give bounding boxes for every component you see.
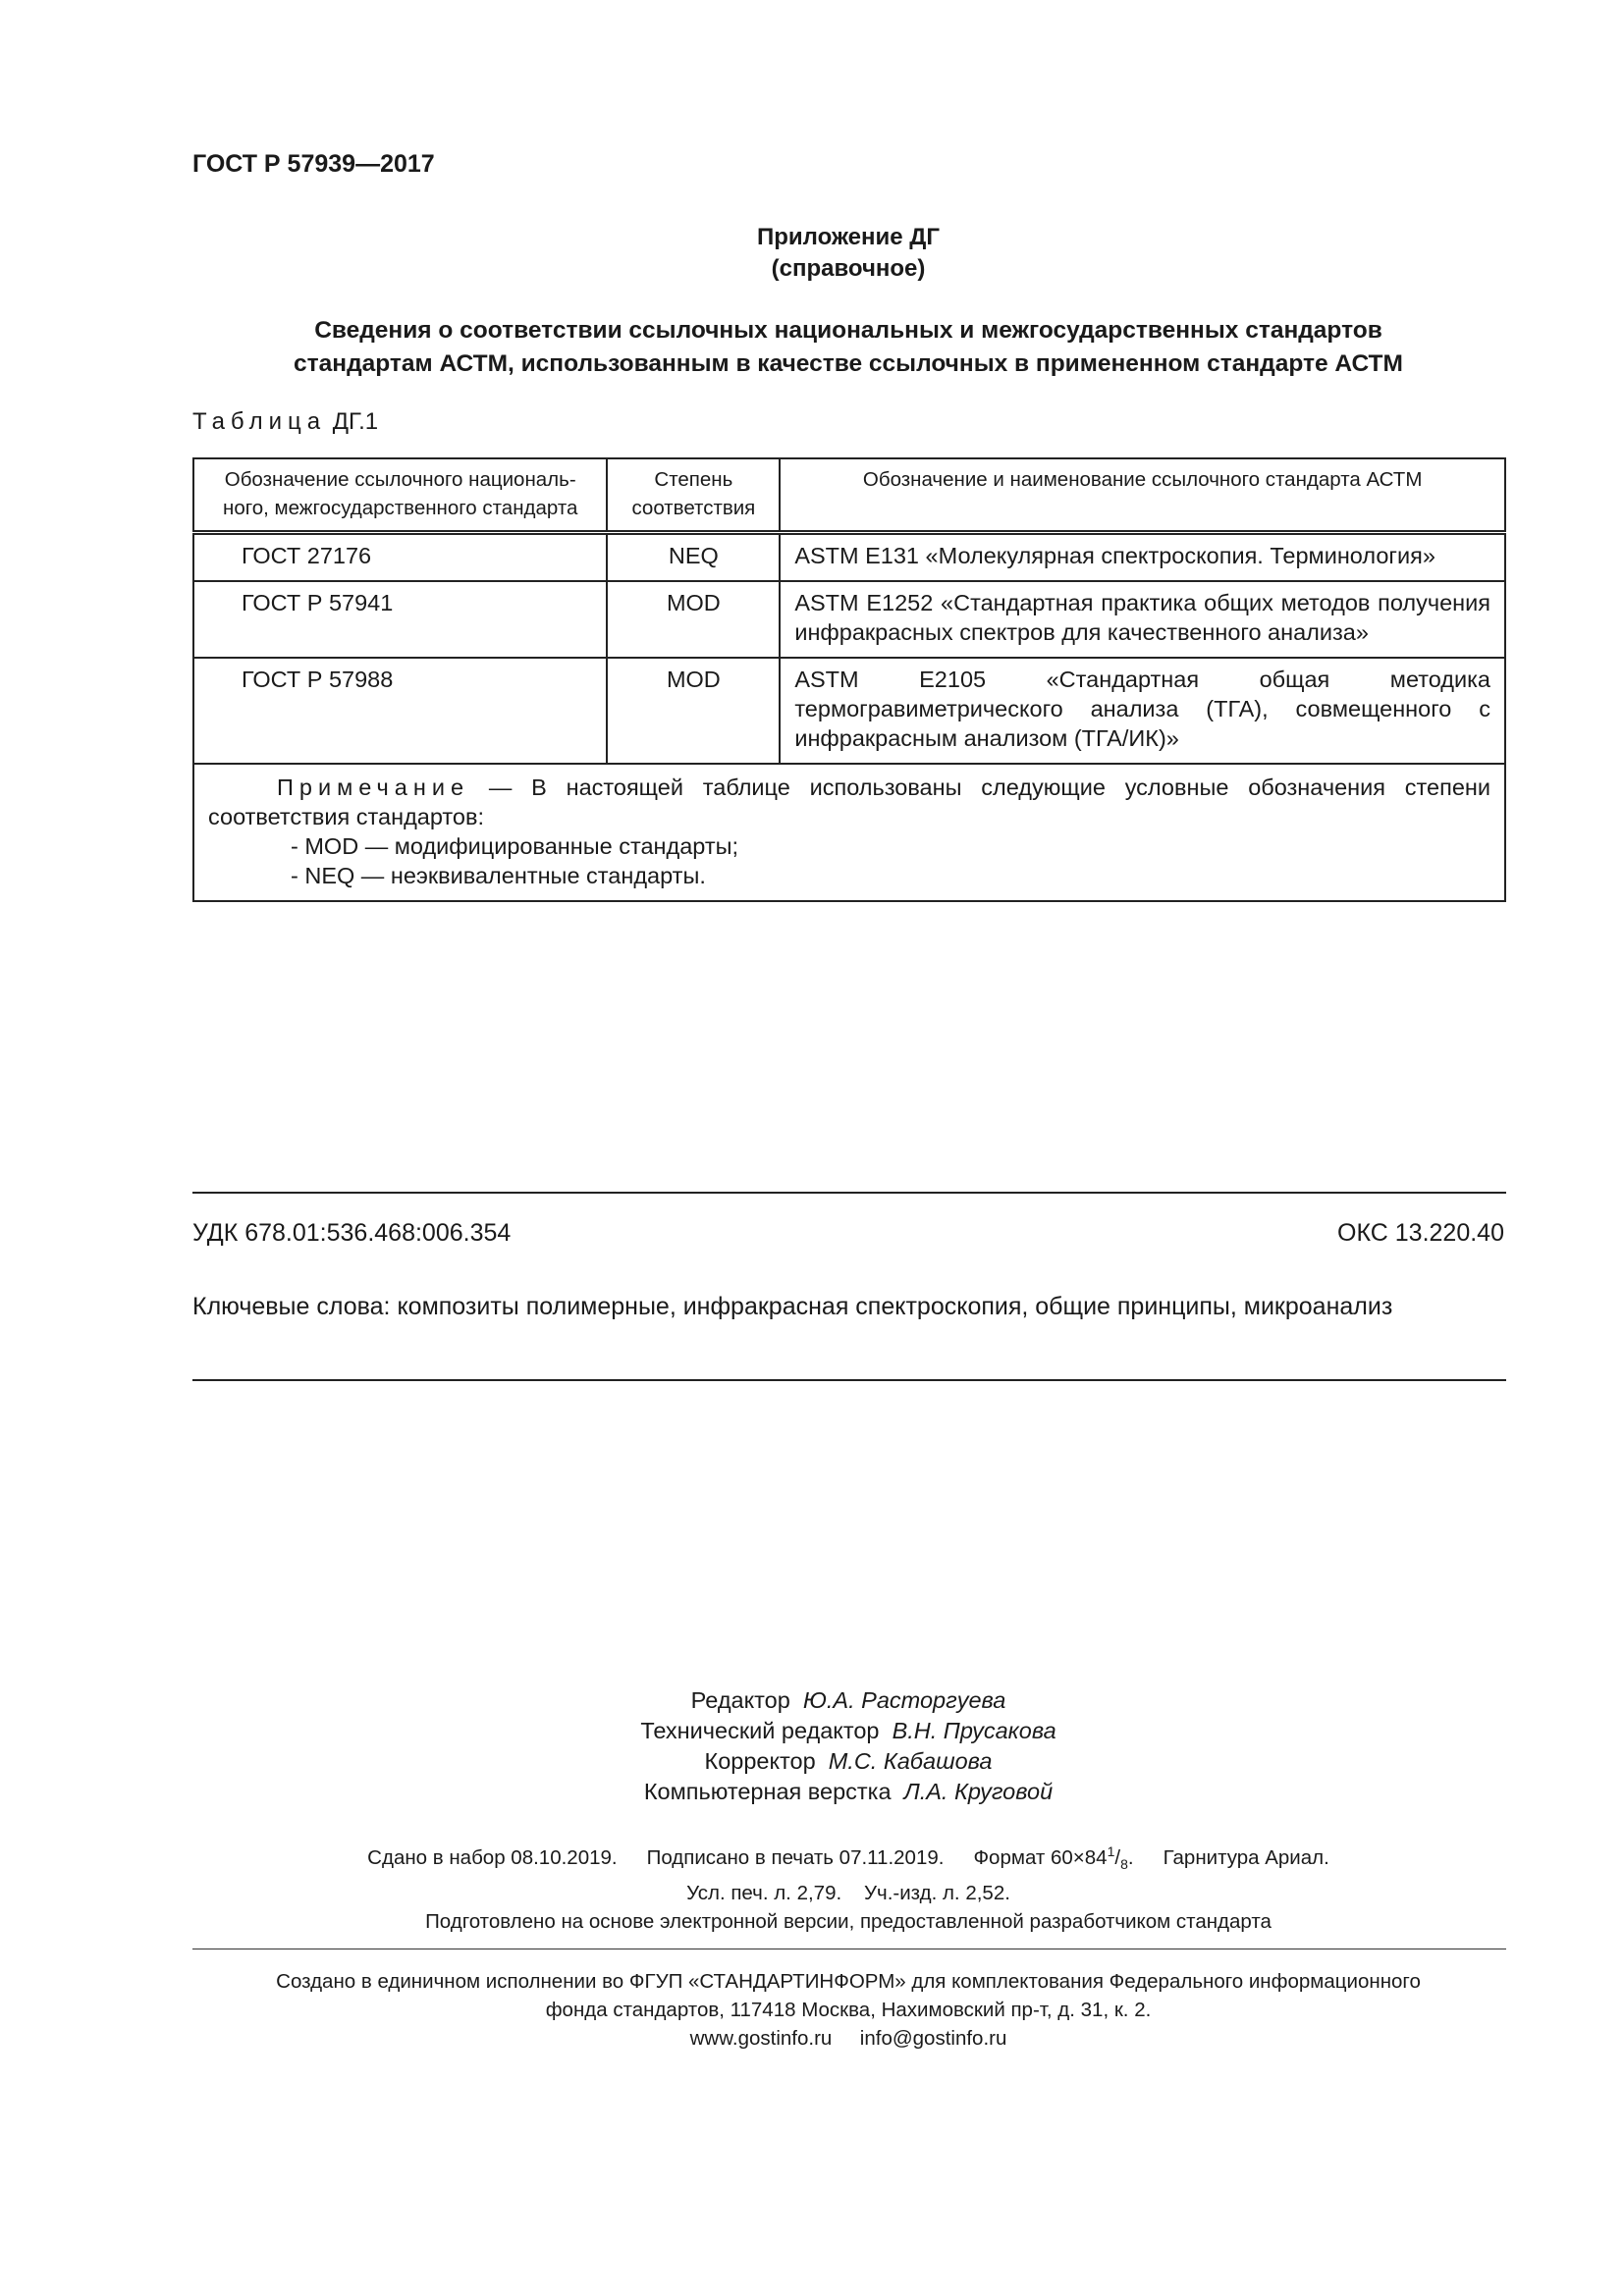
table-label: [192, 408, 378, 436]
cell-degree: MOD: [607, 581, 780, 658]
email-link[interactable]: info@gostinfo.ru: [859, 2027, 1007, 2050]
credits-block: [192, 1685, 1504, 1807]
credit-layout: Компьютерная верстка Л.А. Круговой: [643, 1779, 1054, 1804]
document-code: ГОСТ Р 57939—2017: [192, 150, 435, 178]
footer-line-2: фонда стандартов, 117418 Москва, Нахимовский пр-т, д. 31, к. 2.: [545, 1999, 1152, 2021]
cell-national: ГОСТ 27176: [193, 533, 607, 582]
imprint-line-1: [192, 1838, 1504, 1879]
cell-astm: ASTM E2105 «Стандартная общая методика термогравиметрического анализа (ТГА), совмещенного с инфракрасным анализом (ТГА/ИК)»: [780, 658, 1505, 764]
column-header-national: Обозначение ссылочного националь- ного, межгосударственного стандарта: [193, 458, 607, 533]
table-row: [193, 581, 1505, 658]
print-sheets: Усл. печ. л. 2,79.: [686, 1881, 842, 1904]
appendix-heading: [192, 314, 1504, 381]
website-link[interactable]: www.gostinfo.ru: [689, 2027, 833, 2050]
submitted-date: Сдано в набор 08.10.2019.: [367, 1845, 618, 1869]
heading-line-2: стандартам АСТМ, использованным в качестве ссылочных в примененном стандарте АСТМ: [294, 350, 1403, 377]
paper-format: Формат $60\times 84^1/_8$.: [973, 1843, 1134, 1872]
typeface: Гарнитура Ариал.: [1163, 1845, 1329, 1869]
credit-editor: Редактор Ю.А. Расторгуева: [690, 1687, 1006, 1713]
divider-top: [192, 1192, 1506, 1194]
cell-degree: MOD: [607, 658, 780, 764]
credit-corrector: Корректор М.С. Кабашова: [704, 1748, 993, 1774]
divider-keywords: [192, 1379, 1506, 1381]
table-row: [193, 533, 1505, 582]
table-note-row: [193, 764, 1505, 901]
cell-national: ГОСТ Р 57988: [193, 658, 607, 764]
note-item-neq: - NEQ — неэквивалентные стандарты.: [291, 863, 706, 888]
publisher-sheets: Уч.-изд. л. 2,52.: [863, 1881, 1010, 1904]
footer-contacts: [192, 2024, 1504, 2053]
appendix-subtitle: (справочное): [771, 255, 926, 282]
reference-standards-table: [192, 457, 1506, 902]
table-label-word: Таблица: [192, 408, 327, 435]
note-label: Примечание: [277, 774, 470, 800]
cell-astm: ASTM E131 «Молекулярная спектроскопия. Терминология»: [780, 533, 1505, 582]
credit-tech-editor: Технический редактор В.Н. Прусакова: [640, 1718, 1056, 1743]
imprint-prepared: Подготовлено на основе электронной версии, предоставленной разработчиком стандарта: [425, 1909, 1272, 1933]
keywords: Ключевые слова: композиты полимерные, инфракрасная спектроскопия, общие принципы, микроанализ: [192, 1293, 1393, 1320]
signed-date: Подписано в печать 07.11.2019.: [646, 1845, 945, 1869]
imprint-line-2: [192, 1879, 1504, 1907]
cell-astm: ASTM E1252 «Стандартная практика общих методов получения инфракрасных спектров для качественного анализа»: [780, 581, 1505, 658]
cell-degree: NEQ: [607, 533, 780, 582]
udk-code: УДК 678.01:536.468:006.354: [192, 1219, 512, 1247]
footer-block: [192, 1967, 1504, 2053]
cell-national: ГОСТ Р 57941: [193, 581, 607, 658]
column-header-degree: Степень соответствия: [607, 458, 780, 533]
table-header-row: [193, 458, 1505, 533]
table-row: [193, 658, 1505, 764]
column-header-astm: Обозначение и наименование ссылочного стандарта АСТМ: [780, 458, 1505, 533]
table-note: [193, 764, 1505, 901]
note-text: — В настоящей таблице использованы следующие условные обозначения степени соответствия стандартов:: [208, 774, 1490, 829]
footer-line-1: Создано в единичном исполнении во ФГУП «СТАНДАРТИНФОРМ» для комплектования Федерального информационного: [276, 1970, 1421, 1993]
oks-code: ОКС 13.220.40: [1337, 1219, 1504, 1247]
note-item-mod: - MOD — модифицированные стандарты;: [291, 833, 739, 859]
heading-line-1: Сведения о соответствии ссылочных национальных и межгосударственных стандартов: [314, 317, 1382, 344]
table-label-number: ДГ.1: [326, 408, 379, 435]
appendix-title: Приложение ДГ: [757, 224, 940, 250]
imprint-block: [192, 1838, 1504, 1936]
